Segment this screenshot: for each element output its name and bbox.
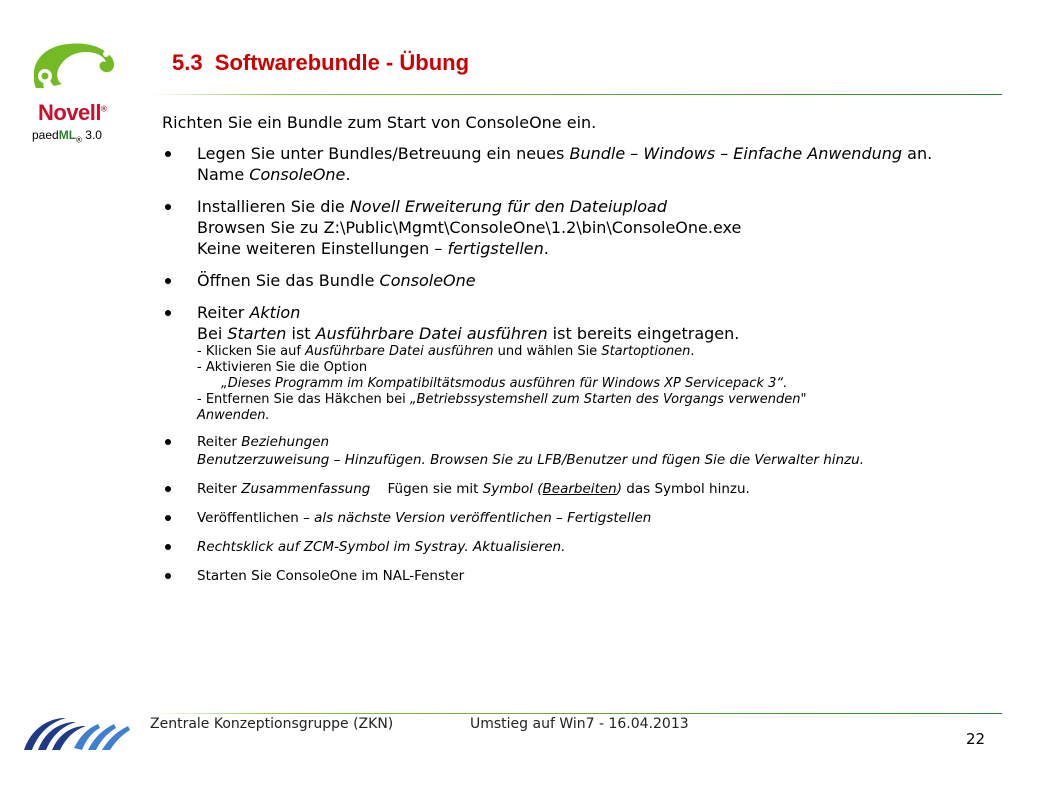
page-number: 22 <box>966 730 986 748</box>
list-item: Reiter Aktion Bei Starten ist Ausführbare Datei ausführen ist bereits eingetragen. - Klicken Sie auf Ausführbare Datei ausführen und wählen Sie Startoptionen. - Aktivieren Sie die Option „Dieses Programm im Kompatibiltätsmodus ausführen für Windows XP Servicepack 3“. - Entfernen Sie das Häkchen bei „Betriebssystemshell zum Starten des Vorgangs verwenden" Anwenden. <box>162 302 982 424</box>
paedml-logo: paedML$_®$ 3.0 <box>32 128 102 145</box>
list-item: Starten Sie ConsoleOne im NAL-Fenster <box>162 567 982 585</box>
intro-text: Richten Sie ein Bundle zum Start von ConsoleOne ein. <box>162 113 597 132</box>
list-item: Veröffentlichen – als nächste Version veröffentlichen – Fertigstellen <box>162 509 982 527</box>
footer-organization: Zentrale Konzeptionsgruppe (ZKN) <box>150 716 394 732</box>
footer-info: Umstieg auf Win7 - 16.04.2013 <box>470 716 689 732</box>
zkn-logo-icon <box>22 714 138 752</box>
list-item: Öffnen Sie das Bundle ConsoleOne <box>162 270 982 291</box>
instruction-list <box>162 143 982 585</box>
top-divider <box>150 94 1002 95</box>
list-item: Legen Sie unter Bundles/Betreuung ein neues Bundle – Windows – Einfache Anwendung an. Name ConsoleOne. <box>162 143 982 185</box>
bottom-divider <box>150 713 1002 714</box>
slide-title: 5.3 Softwarebundle - Übung <box>172 50 470 75</box>
list-item: Reiter Beziehungen Benutzerzuweisung – Hinzufügen. Browsen Sie zu LFB/Benutzer und fügen Sie die Verwalter hinzu. <box>162 433 982 469</box>
gecko-logo-icon <box>28 38 120 92</box>
list-item: Rechtsklick auf ZCM-Symbol im Systray. Aktualisieren. <box>162 538 982 556</box>
bearbeiten-link: Bearbeiten <box>542 481 617 497</box>
list-item: Reiter Zusammenfassung Fügen sie mit Symbol (Bearbeiten) das Symbol hinzu. <box>162 480 982 498</box>
list-item: Installieren Sie die Novell Erweiterung für den Dateiupload Browsen Sie zu Z:\Public\Mgmt\ConsoleOne\1.2\bin\ConsoleOne.exe Keine weiteren Einstellungen – fertigstellen. <box>162 196 982 259</box>
novell-logo: Novell® <box>38 100 107 125</box>
